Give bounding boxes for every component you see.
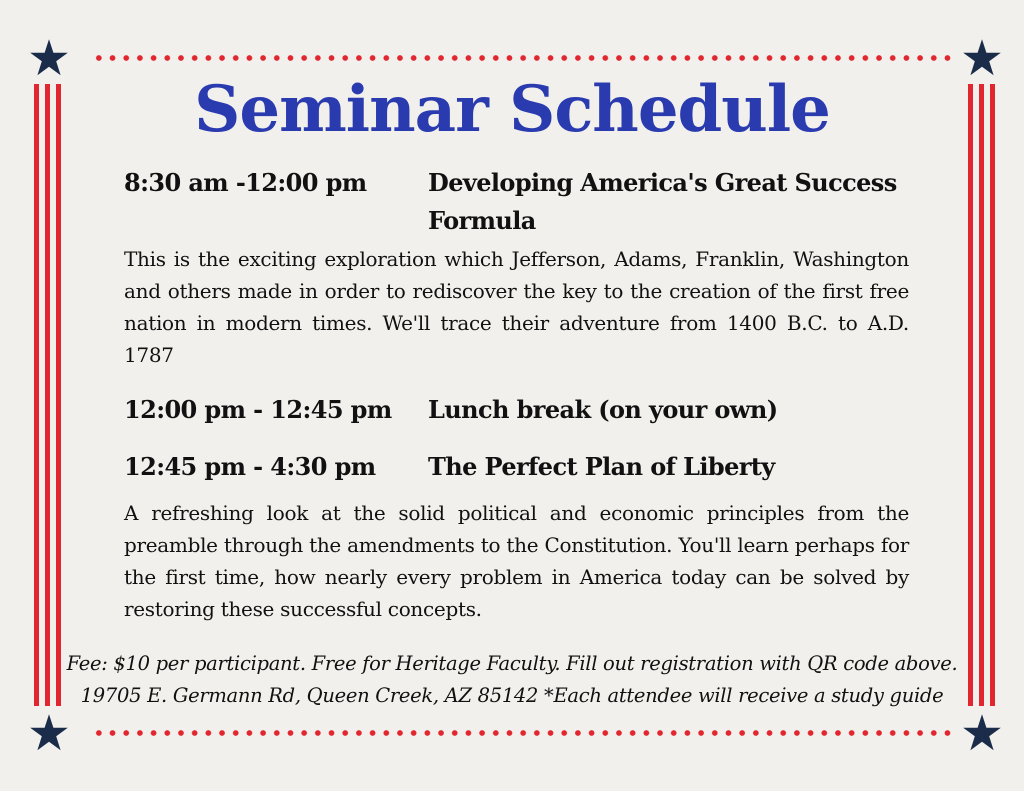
right-stripes [968, 84, 1008, 706]
session-topic: The Perfect Plan of Liberty [428, 452, 775, 481]
session-time: 12:00 pm - 12:45 pm [124, 395, 392, 424]
session-1-header [124, 164, 914, 240]
session-time: 12:45 pm - 4:30 pm [124, 452, 376, 481]
session-3-header [124, 448, 914, 486]
session-topic: Developing America's Great Success Formula [428, 168, 897, 235]
session-description: A refreshing look at the solid political and economic principles from the preamble through the amendments to the Constitution. You'll learn perhaps for the first time, how nearly every problem in America today can be solved by restoring these successful concepts. [124, 501, 909, 621]
session-2-header [124, 391, 914, 429]
left-stripes [34, 84, 74, 706]
top-dotted-border [92, 53, 952, 63]
footer-address-line: 19705 E. Germann Rd, Queen Creek, AZ 85142 *Each attendee will receive a study guide [80, 684, 944, 707]
page-title: Seminar Schedule [194, 72, 830, 147]
footer-fee-line: Fee: $10 per participant. Free for Heritage Faculty. Fill out registration with QR code above. [66, 652, 958, 675]
star-icon [962, 713, 1002, 753]
star-icon [29, 713, 69, 753]
session-topic: Lunch break (on your own) [428, 395, 778, 424]
session-description: This is the exciting exploration which Jefferson, Adams, Franklin, Washington and others made in order to rediscover the key to the creation of the first free nation in modern times. We'll trace their adventure from 1400 B.C. to A.D. 1787 [124, 247, 909, 367]
bottom-dotted-border [92, 728, 952, 738]
session-time: 8:30 am -12:00 pm [124, 168, 367, 197]
